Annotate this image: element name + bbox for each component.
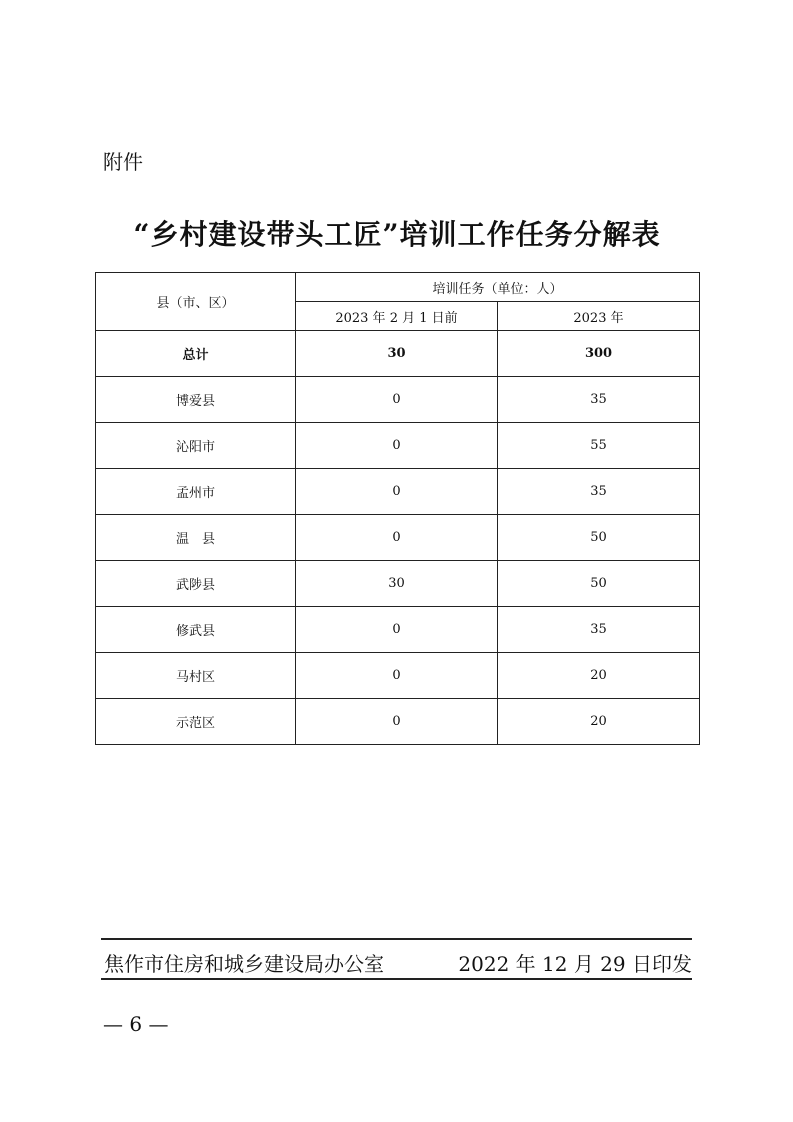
table-row <box>96 515 700 561</box>
table-row <box>96 377 700 423</box>
count-year: 20 <box>498 653 700 699</box>
task-table <box>95 272 700 745</box>
attachment-label: 附件 <box>103 150 143 174</box>
count-before: 0 <box>296 469 498 515</box>
table-row <box>96 653 700 699</box>
count-before: 0 <box>296 699 498 745</box>
county-name: 孟州市 <box>96 469 296 515</box>
header-task-group: 培训任务（单位：人） <box>296 273 700 302</box>
header-year-2023: 2023 年 <box>498 302 700 331</box>
issuing-office: 焦作市住房和城乡建设局办公室 <box>104 952 384 976</box>
footer-bottom-rule <box>101 978 692 980</box>
county-name: 武陟县 <box>96 561 296 607</box>
count-before: 0 <box>296 607 498 653</box>
header-before-feb: 2023 年 2 月 1 日前 <box>296 302 498 331</box>
table-row <box>96 561 700 607</box>
count-year: 35 <box>498 607 700 653</box>
county-name: 沁阳市 <box>96 423 296 469</box>
total-year: 300 <box>498 331 700 377</box>
table-header-row <box>96 273 700 302</box>
total-row <box>96 331 700 377</box>
table-row <box>96 699 700 745</box>
issue-date: 2022 年 12 月 29 日印发 <box>458 952 692 976</box>
county-name: 修武县 <box>96 607 296 653</box>
count-year: 20 <box>498 699 700 745</box>
count-year: 55 <box>498 423 700 469</box>
total-before: 30 <box>296 331 498 377</box>
footer-top-rule <box>101 938 692 940</box>
page-title: “乡村建设带头工匠”培训工作任务分解表 <box>133 218 661 251</box>
total-label: 总计 <box>96 331 296 377</box>
count-before: 0 <box>296 377 498 423</box>
page-number: — 6 — <box>103 1012 169 1036</box>
table-row <box>96 607 700 653</box>
table-row <box>96 469 700 515</box>
count-year: 50 <box>498 515 700 561</box>
county-name: 博爱县 <box>96 377 296 423</box>
table-row <box>96 423 700 469</box>
header-county: 县（市、区） <box>96 273 296 331</box>
count-before: 30 <box>296 561 498 607</box>
count-before: 0 <box>296 653 498 699</box>
county-name: 示范区 <box>96 699 296 745</box>
count-year: 35 <box>498 469 700 515</box>
count-before: 0 <box>296 515 498 561</box>
count-before: 0 <box>296 423 498 469</box>
county-name: 马村区 <box>96 653 296 699</box>
count-year: 50 <box>498 561 700 607</box>
count-year: 35 <box>498 377 700 423</box>
county-name: 温 县 <box>96 515 296 561</box>
